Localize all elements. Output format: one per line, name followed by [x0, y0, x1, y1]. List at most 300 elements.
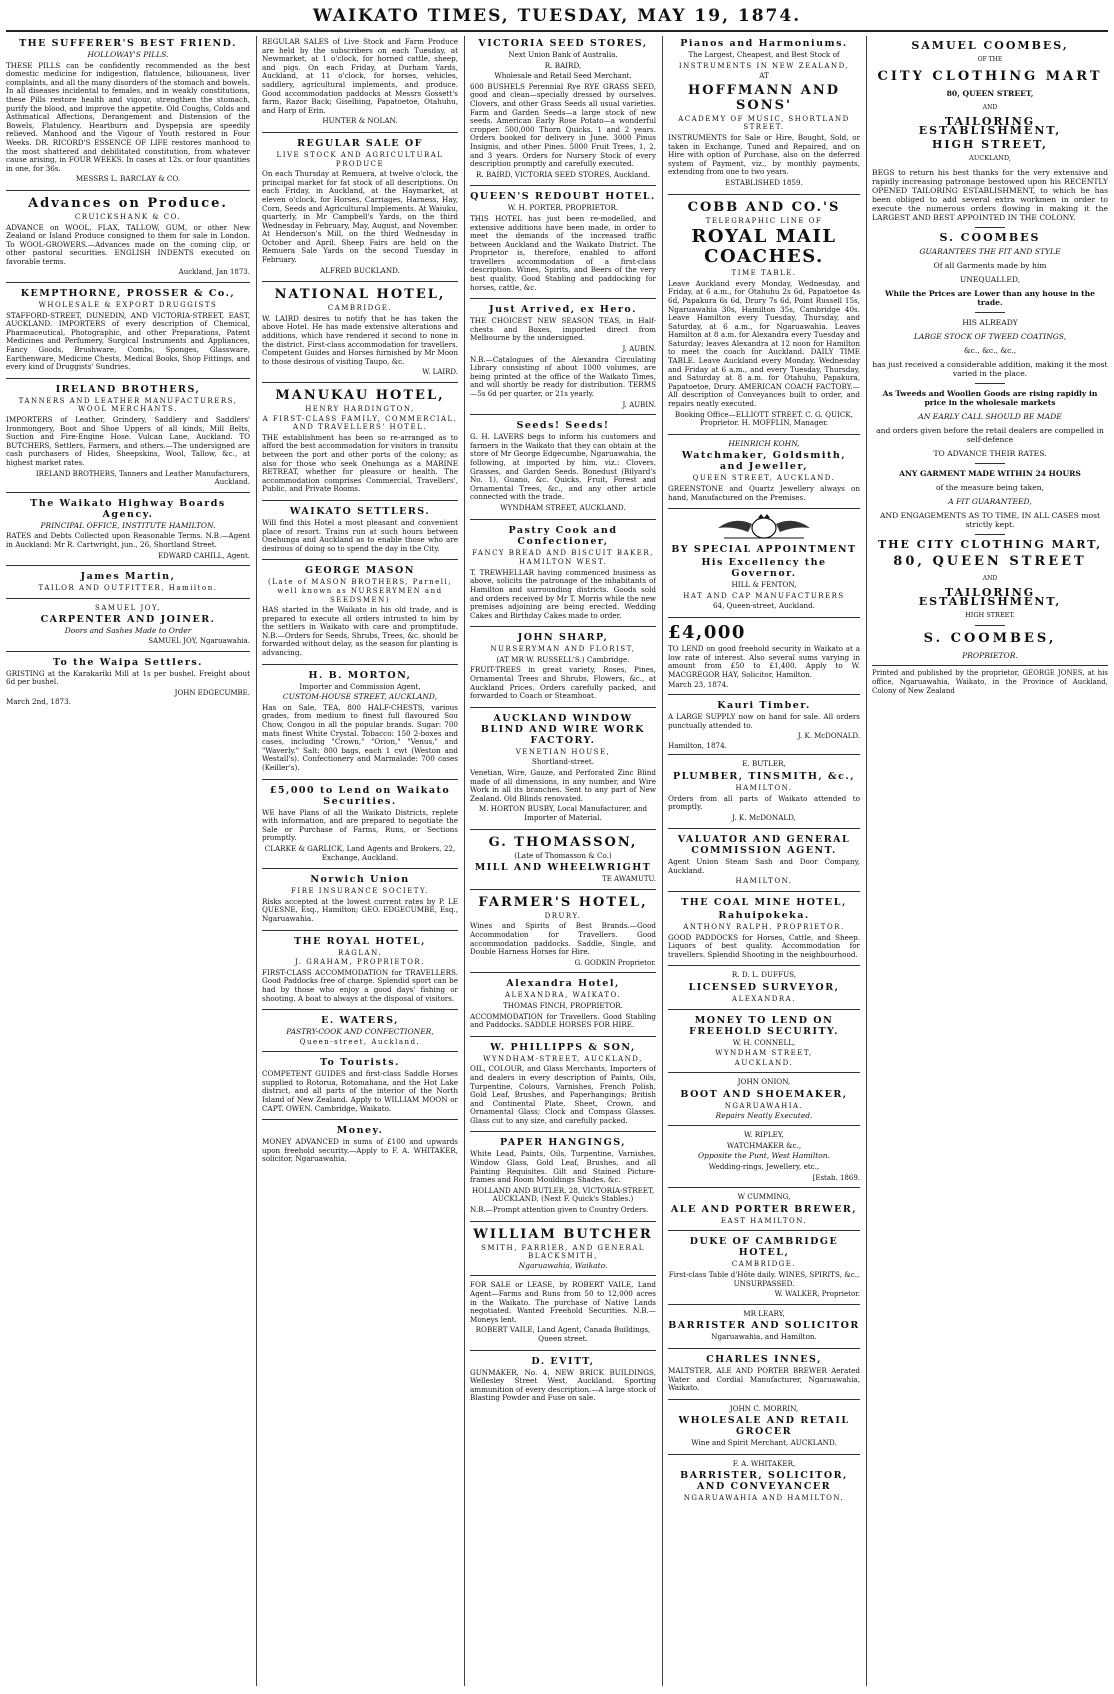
ad-body: AUCKLAND. [734, 1058, 794, 1067]
ad-body: GUNMAKER, No. 4, NEW BRICK BUILDINGS, Wellesley Street West, Auckland. Sporting ammunition of every description.—A large stock of Blasting Powder and Fuse on sale. [470, 1367, 656, 1403]
ad-subtitle: FIRE INSURANCE SOCIETY. [291, 887, 429, 896]
ad-caption: Opposite the Punt, West Hamilton. [698, 1151, 830, 1161]
coombes-has-just: has just received a considerable addition, making it the most varied in the place. [872, 360, 1108, 378]
ad-signature: HILL & FENTON, [731, 580, 797, 590]
ad-title: To Tourists. [320, 1057, 400, 1069]
ad-subtitle: (Late of MASON BROTHERS, Parnell, well known as NURSERYMEN and SEEDSMEN) [268, 578, 452, 604]
ad-date: Auckland, Jan 1873. [178, 268, 250, 277]
ad-subtitle: CAMBRIDGE. [731, 1260, 797, 1269]
ad-subtitle: TANNERS AND LEATHER MANUFACTURERS, WOOL MERCHANTS. [18, 396, 238, 414]
evitt-ad [470, 1356, 656, 1409]
ad-title: H. B. MORTON, [308, 669, 412, 681]
column-1 [6, 36, 250, 1686]
national-hotel-ad [262, 287, 458, 383]
ad-body: ACCOMMODATION for Travellers. Good Stabling and Paddocks. SADDLE HORSES FOR HIRE. [470, 1011, 656, 1030]
ad-signature: W. H. CONNELL, [732, 1037, 796, 1047]
coombes-queen-street: 80, QUEEN STREET [893, 554, 1087, 569]
ad-body: A LARGE SUPPLY now on hand for sale. All orders punctually attended to. [668, 711, 860, 730]
ad-subtitle: PASTRY-COOK AND CONFECTIONER, [286, 1027, 434, 1037]
ad-signature-2: J. AUBIN. [622, 400, 656, 409]
ad-caption: HAT AND CAP MANUFACTURERS [683, 591, 845, 600]
ad-title: PAPER HANGINGS, [499, 1137, 627, 1149]
ad-body: Risks accepted at the lowest current rates by P. LE QUESNE, Esq., Hamilton; GEO. EDGECUMBE, Esq., Ngaruawahia. [262, 896, 458, 923]
coombes-auckland: AUCKLAND, [969, 154, 1011, 162]
ad-title: D. EVITT, [531, 1355, 595, 1367]
ad-subtitle: BARRISTER, SOLICITOR, AND CONVEYANCER [680, 1470, 848, 1493]
tourists-ad [262, 1057, 458, 1120]
ad-body: ADVANCE on WOOL, FLAX, TALLOW, GUM, or other New Zealand or Island Produce consigned to them for sale in London. To WOOL-GROWERS.—Advances made on the coming clip, or other pastoral securities. ENGLISH INDENTS executed on favorable terms. [6, 222, 250, 266]
ad-subtitle: BOOT AND SHOEMAKER, [680, 1089, 848, 1100]
ad-caption: Wine and Spirit Merchant, AUCKLAND. [691, 1438, 837, 1448]
ad-title: QUEEN'S REDOUBT HOTEL. [470, 191, 656, 203]
coombes-high-street: HIGH STREET, [931, 138, 1048, 151]
coombes-tailoring-2: TAILORING ESTABLISHMENT, [918, 586, 1062, 608]
ad-body: STAFFORD-STREET, DUNEDIN, AND VICTORIA-STREET, EAST, AUCKLAND. IMPORTERS of every description of Chemical, Pharmaceutical, Photographic, and other Preparations, Patent Medicines and Perfumery, Surgical Instruments and Appliances, Fancy Goods, Brushware, Combs, Sponges, Glassware, Earthenware, Medicine Chests, Medical Books, Shop Fittings, and every kind of Druggists' Sundries. [6, 310, 250, 372]
ad-subtitle: WHOLESALE AND RETAIL GROCER [678, 1415, 850, 1438]
ad-body: GOOD PADDOCKS for Horses, Cattle, and Sheep. Liquors of best quality. Accommodation for travellers. Splendid Shooting in the neighbourhood. [668, 932, 860, 959]
ad-caption: A FIRST-CLASS FAMILY, COMMERCIAL, AND TRAVELLERS' HOTEL. [262, 414, 458, 432]
ad-subtitle: Watchmaker, Goldsmith, and Jeweller, [681, 450, 847, 473]
ad-title: VALUATOR AND GENERAL COMMISSION AGENT. [677, 834, 851, 857]
ad-body: 64, Queen-street, Auckland. [712, 601, 816, 611]
ad-body: T. TREWHELLAR having commenced business as above, solicits the patronage of the inhabitants of Hamilton and surrounding districts. Goods sold and orders received by Mr T. Morris while the new premises adjoining are being erected. Wedding Cakes and Birthday Cakes made to order. [470, 567, 656, 620]
seeds-ad [470, 420, 656, 519]
ad-big: ROYAL MAIL COACHES. [691, 226, 837, 268]
ad-signature: ESTABLISHED 1859. [725, 177, 803, 187]
ad-caption: MILL AND WHEELWRIGHT [474, 862, 652, 874]
ad-subtitle: FANCY BREAD AND BISCUIT BAKER, [472, 548, 654, 557]
coombes-guarantees: GUARANTEES THE FIT AND STYLE [919, 247, 1061, 256]
column-3 [470, 36, 656, 1686]
ad-body: Doors and Sashes Made to Order [64, 626, 192, 636]
victoria-seed-ad [470, 38, 656, 186]
ad-body: COMPETENT GUIDES and first-class Saddle Horses supplied to Rotorua, Rotomahana, and the Hot Lake district, and all parts of the interior of the North Island of New Zealand. Apply to WILLIAM MOON or CAPT. OWEN. Cambridge, Waikato. [262, 1069, 458, 1113]
ad-body: MONEY ADVANCED in sums of £100 and upwards upon freehold security.—Apply to F. A. WHITAKER, solicitor, Ngaruawahia. [262, 1137, 458, 1164]
ad-body: Will find this Hotel a most pleasant and convenient place of resort. Trains run at such hours between Onehunga and Auckland as to enable those who are desirous of doing so to spend the day in the City. [262, 517, 458, 553]
ad-body: GRISTING at the Karakariki Mill at 1s per bushel. Freight about 6d per bushel. [6, 668, 250, 687]
ad-signature: HUNTER & NOLAN. [322, 116, 398, 126]
ad-body-2: INSTRUMENTS for Sale or Hire, Bought, Sold, or taken in Exchange, Tuned and Repaired, and on Hire with option of Purchase, also on the deferred system of Payment, viz., by monthly payments, extending from one to two years. [668, 132, 860, 177]
column-rule [662, 36, 663, 1686]
pastry-cook-ad [470, 525, 656, 628]
ad-signature: TE AWAMUTU. [602, 875, 656, 884]
ad-address: ACADEMY OF MUSIC, SHORTLAND STREET. [678, 114, 850, 132]
ad-body: Orders from all parts of Waikato attended to promptly. [668, 793, 860, 812]
ad-subtitle: TELEGRAPHIC LINE OF [705, 216, 823, 225]
window-blind-ad [470, 713, 656, 830]
cobb-coaches-ad [668, 200, 860, 435]
royal-appointment-ad [668, 514, 860, 618]
cruickshank-ad [6, 196, 250, 283]
james-martin-ad [6, 571, 250, 599]
ad-subtitle: Rahuipokeka. [718, 910, 810, 922]
ad-caption: CUSTOM-HOUSE STREET, AUCKLAND, [282, 692, 438, 702]
ad-title: MONEY TO LEND ON FREEHOLD SECURITY. [689, 1014, 839, 1037]
ad-body: Leave Auckland every Monday, Wednesday, and Friday, at 6 a.m., for Otahuhu 2s 6d, Papatoetoe 4s 6d, Papakura 6s 6d, Drury 7s 6d, Point Russell 15s, Ngaruawahia 30s, Hamilton 35s, Cambridge 40s. Leave Hamilton every Tuesday, Thursday, and Saturday, at 6 a.m., for Ngaruawahia. Leaves Hamilton at 8 a.m. for Alexandra every Tuesday and Saturday; leaves Alexandra at 12 noon for Hamilton to meet the coach for Auckland. DAILY TIME TABLE. Leave Auckland every Monday, Wednesday and Friday at 6 a.m., and every Tuesday, Thursday, and Saturday at 8 a.m. for Otahuhu, Papakura, Papatoetoe, Drury. AMERICAN COACH FACTORY.—All description of Conveyances built to order, and repairs neatly executed. [668, 278, 860, 409]
ad-title: MR LEARY, [743, 1308, 785, 1318]
ad-caption: TIME TABLE. [731, 269, 797, 278]
waipa-settlers-ad [6, 657, 250, 711]
highway-boards-ad [6, 498, 250, 566]
divider [975, 625, 1005, 626]
kauri-timber-ad [668, 700, 860, 755]
samuel-joy-ad [6, 604, 250, 652]
ad-subtitle: CRUICKSHANK & CO. [74, 212, 182, 221]
column-rule [256, 36, 257, 1686]
ad-caption: THOMAS FINCH, PROPRIETOR. [502, 1000, 624, 1010]
royal-hotel-ad [262, 936, 458, 1011]
masthead-rule [6, 30, 1108, 32]
ad-title: Just Arrived, ex Hero. [489, 304, 637, 316]
ad-caption: EAST HAMILTON. [720, 1216, 808, 1225]
ad-caption: ALEXANDRA. [732, 995, 796, 1004]
ad-signature: WYNDHAM STREET, AUCKLAND. [500, 502, 626, 512]
john-onion-ad [668, 1078, 860, 1126]
ad-title: BY SPECIAL APPOINTMENT [671, 544, 857, 556]
ad-body: Wines and Spirits of Best Brands.—Good Accommodation for Travellers. Good accommodation paddocks. Saddle, Single, and Double Harness Horses for Hire. [470, 921, 656, 957]
ad-subtitle: TAILOR AND OUTFITTER, Hamilton. [38, 584, 218, 593]
ad-title: REGULAR SALE OF [297, 137, 423, 149]
ad-body: FRUIT-TREES in great variety, Roses, Pines, Ornamental Trees and Shrubs, Flowers, &c., at Auckland Prices. Orders carefully packed, and forwarded to Coach or Steamboat. [470, 665, 656, 701]
ad-subtitle: WHOLESALE & EXPORT DRUGGISTS [38, 301, 218, 310]
column-5-coombes-ad [872, 36, 1108, 1686]
ad-caption: ANTHONY RALPH, PROPRIETOR. [683, 923, 845, 932]
ad-subtitle: PRINCIPAL OFFICE, INSTITUTE HAMILTON. [40, 520, 216, 530]
ad-title: To the Waipa Settlers. [53, 656, 203, 668]
ad-title: NATIONAL HOTEL, [274, 287, 446, 303]
ad-subtitle: (Late of Thomasson & Co.) [514, 850, 612, 860]
ad-subtitle: WYNDHAM-STREET, AUCKLAND, [483, 1054, 643, 1063]
ad-signature: EDWARD CAHILL, Agent. [158, 551, 250, 560]
ad-subtitle: PLUMBER, TINSMITH, &c., [672, 770, 856, 782]
ad-body: Has on Sale, TEA, 800 HALF-CHESTS, various grades, from medium to finest full flavoured Sou Chow, Congou in all the popular brands. Sugar: 700 mats finest White Crystal. Tobacco: 150 2-boxes and cases, including "Crown," "Orion," "Venus," and "Waverly." Salt: 800 bags, each 1 cwt (Weston and Westall's). Confectionery and Marmalade: 700 cases (Keiller's). [262, 702, 458, 772]
morton-ad [262, 670, 458, 780]
ad-body: MALTSTER, ALE AND PORTER BREWER Aerated Water and Cordial Manufacturer, Ngaruawahia, Waikato. [668, 1365, 860, 1393]
waikato-settlers-ad [262, 506, 458, 560]
ad-subtitle: SMITH, FARRIER, AND GENERAL BLACKSMITH, [481, 1243, 645, 1261]
ad-body: G. H. LAVERS begs to inform his customers and farmers in the Waikato that they can obtain at the store of Mr George Edgecumbe, Ngaruawahia, the following, at imported by him, viz.: Clovers, Grasses, and Garden Seeds. Bonedust (Bilyard's No. 1), Guano, &c. Quicks, Fruit, Forest and Ornamental Trees, &c., and any other article connected with the trade. [470, 432, 656, 502]
ad-title: SAMUEL JOY, [95, 603, 161, 612]
coombes-of-the: OF THE [977, 56, 1003, 63]
coombes-large-stock: LARGE STOCK OF TWEED COATINGS, [913, 332, 1067, 341]
ad-body: On each Thursday at Remuera, at twelve o'clock, the principal market for fat stock of all descriptions. On each Friday, in Auckland, at the Haymarket, at eleven o'clock, for Horses, Carriages, Harness, Hay, Corn, Seeds and Agricultural Implements. At Waiuku, quarterly, in Mr Campbell's Yards, on the third Wednesday in February, May, August, and November. At Henderson's Mill, on the third Wednesday in October and April. Sheep Fairs are held on the Remuera Sale Yards on the second Tuesday in February. [262, 169, 458, 265]
ad-title: DUKE OF CAMBRIDGE HOTEL, [689, 1236, 839, 1259]
ad-subtitle: VENETIAN HOUSE, [515, 747, 611, 756]
ad-body: THESE PILLS can be confidently recommended as the best domestic medicine for indigestion, flatulence, biliousness, liver complaints, and all the many disorders of the stomach and bowels. In all diseases incidental to females, and in weakly constitutions, these Pills restore health and vigour, strengthen the stomach, purify the blood, and improve the appetite. Old Coughs, Colds and Asthmatical Affections, Derangement and Distension of the Bowels, Flatulency, Heartburn and Dyspepsia are speedily relieved. Manhood and the Vigour of Youth restored in Four Weeks. DR. RICORD'S ESSENCE OF LIFE restores manhood to the most shattered and debilitated constitution, from whatever cause arising, in FOUR WEEKS. In cases at 12s. or four quantities in one, for 36s. [6, 60, 250, 173]
duffus-surveyor-ad [668, 971, 860, 1009]
ad-title: James Martin, [80, 571, 176, 583]
column-4 [668, 36, 860, 1686]
whitaker-ad [668, 1460, 860, 1508]
ad-caption: Shortland-street. [531, 757, 595, 767]
thomasson-ad [470, 835, 656, 890]
coombes-name: SAMUEL COOMBES, [911, 39, 1069, 52]
coombes-engagements: AND ENGAGEMENTS AS TO TIME, IN ALL CASES most strictly kept. [879, 511, 1101, 529]
ad-title: VICTORIA SEED STORES, [478, 38, 648, 49]
ad-signature: HOLLAND AND BUTLER, 28, VICTORIA-STREET, AUCKLAND, (Next F. Quick's Stables.) [471, 1185, 655, 1204]
ad-subtitle: HOLLOWAY'S PILLS. [87, 50, 169, 59]
ripley-watchmaker-ad [668, 1131, 860, 1188]
coombes-fit: A FIT GUARANTEED, [948, 497, 1032, 506]
ad-subtitle: LIVE STOCK AND AGRICULTURAL PRODUCE [276, 150, 444, 168]
ad-signature: MESSRS L. BARCLAY & CO. [75, 174, 181, 184]
ad-date: March 2nd, 1873. [6, 697, 71, 707]
ad-body: THIS HOTEL has just been re-modelled, and extensive additions have been made, in order to meet the demands of the increased traffic between Auckland and the Waikato District. The Proprietor is, therefore, enabled to afford travellers accommodation of a first-class description. Wines, Spirits, and Beers of the very best quality. Good Stabling and paddocking for horses, cattle, &c. [470, 213, 656, 292]
coombes-as-tweeds: As Tweeds and Woollen Goods are rising rapidly in price in the wholesale markets [882, 389, 1098, 407]
ad-caption: NGARUAWAHIA AND HAMILTON. [683, 1494, 845, 1503]
divider [975, 312, 1005, 313]
ad-signature: R. BAIRD, [544, 60, 582, 70]
coombes-and: AND [982, 104, 998, 111]
paper-hangings-ad [470, 1137, 656, 1221]
ireland-brothers-ad [6, 384, 250, 493]
ad-signature: W. LAIRD. [422, 368, 458, 377]
ad-subtitle: CARPENTER AND JOINER. [40, 614, 216, 626]
ad-subtitle: Importer and Commission Agent, [299, 681, 421, 691]
ad-title: WILLIAM BUTCHER [473, 1226, 653, 1242]
george-mason-ad [262, 565, 458, 664]
coombes-of-all: Of all Garments made by him [933, 261, 1047, 270]
ad-signature: J. K. McDONALD. [797, 732, 860, 741]
coombes-of-measure: of the measure being taken, [935, 483, 1045, 492]
ad-title: COBB AND CO.'S [687, 199, 841, 215]
ad-title: HEINRICH KOHN, [728, 438, 800, 448]
ad-title: JOHN ONION, [737, 1077, 791, 1087]
ad-body: First-class Table d'Hôte daily. WINES, SPIRITS, &c., UNSURPASSED. [668, 1269, 860, 1288]
queens-redoubt-ad [470, 191, 656, 299]
coombes-while: While the Prices are Lower than any house in the trade. [885, 289, 1095, 307]
ad-title: Alexandra Hotel, [506, 978, 620, 990]
duke-of-cambridge-ad [668, 1236, 860, 1304]
ad-subtitle: LICENSED SURVEYOR, [688, 982, 840, 994]
norwich-union-ad [262, 874, 458, 930]
masthead: WAIKATO TIMES, TUESDAY, MAY 19, 1874. [312, 6, 802, 26]
coombes-and-2: AND [982, 575, 998, 582]
royal-crest-icon [704, 514, 824, 540]
coombes-s-coombes: S. COOMBES [939, 231, 1041, 244]
ad-signature: ROBERT VAILE, Land Agent, Canada Buildings, Queen street. [475, 1325, 651, 1343]
coombes-city-mart-2: THE CITY CLOTHING MART, [877, 538, 1103, 551]
ad-signature: M. HORTON BUSBY, Local Manufacturer, and Importer of Material. [478, 804, 648, 822]
ad-body: WE have Plans of all the Waikato Districts, replete with information, and are prepared to negotiate the Sale or Purchase of Farms, Runs, or Sections promptly. [262, 807, 458, 843]
ad-body: 600 BUSHELS Perennial Rye RYE GRASS SEED, good and clean—specially dressed by ourselves. Clovers, and other Grass Seeds all usual varieties. Farm and Garden Seeds—a large stock of new seeds. American Early Rose Potato—a wonderful cropper. 500,000 Thorn Quicks, 1 and 2 years. Orders booked for delivery in June. 3000 Pinus Insignis, and other Pines. 5000 Fruit Trees, 1, 2, and 3 years. Orders for Nursery Stock of every description promptly and carefully executed. [470, 81, 656, 169]
ad-title: THE SUFFERER'S BEST FRIEND. [19, 38, 237, 49]
ad-body: THE CHOICEST NEW SEASON TEAS, in Half-chests and Boxes, imported direct from Melbourne by the undersigned. [470, 316, 656, 343]
ad-body: THE establishment has been so re-arranged as to afford the best accommodation for visitors in transitu between the port and other ports of the colony; as also for those who seek Onehunga as a MARINE RETREAT, whether for pleasure or health. The accommodation comprises Commercial, Travellers', Public, and Private Rooms. [262, 432, 458, 494]
ad-title: G. THOMASSON, [488, 834, 638, 850]
coombes-early-call: AN EARLY CALL SHOULD BE MADE [918, 412, 1062, 421]
hunter-nolan-ad [262, 38, 458, 133]
ad-body: IMPORTERS of Leather, Grindery, Saddlery and Saddlers' Ironmongery, Boot and Shoe Uppers of all kinds, Mill Belts, Suction and Fire-Engine Hose. Vulcan Lane, Auckland. TO BUTCHERS, Settlers, Farmers, and others.—The undersigned are cash purchasers of Hides, Sheepskins, Wool, Tallow, &c., at highest market rates. [6, 415, 250, 467]
ad-title: Kauri Timber. [717, 699, 811, 711]
ad-signature: J. K. McDONALD, [732, 812, 796, 822]
ad-subtitle: RAGLAN. [337, 948, 383, 957]
ad-body: RATES and Debts Collected upon Reasonable Terms. N.B.—Agent in Auckland: Mr R. Cartwright, jun., 26, Shortland Street. [6, 531, 250, 549]
ad-body: REGULAR SALES of Live Stock and Farm Produce are held by the subscribers on each Tuesday, at Newmarket, at 1 o'clock, for horned cattle, sheep, and pigs. On each Friday, at Durham Yards, Auckland, at 11 o'clock, for horses, vehicles, saddlery, agricultural implements, and produce. Good accommodation paddocks at Messrs Gossett's farm, Razor Back; Giselbing, Papatoetoe, Otahuhu, and Harp of Erin. [262, 37, 458, 115]
robert-vaile-ad [470, 1281, 656, 1350]
printers-imprint: Printed and published by the proprietor, GEORGE JONES, at his office, Ngaruawahia, Waikato, in the Province of Auckland, Colony of New Zealand [872, 665, 1108, 696]
ad-caption: Wholesale and Retail Seed Merchant. [494, 71, 632, 81]
ad-caption: QUEEN STREET, AUCKLAND. [692, 474, 836, 483]
coombes-high-street-2: HIGH STREET. [965, 611, 1015, 619]
ad-title: GEORGE MASON [305, 565, 415, 577]
ad-signature: W. WALKER, Proprietor. [774, 1290, 860, 1299]
alexandra-hotel-ad [470, 978, 656, 1036]
ad-body: TO LEND on good freehold security in Waikato at a low rate of interest. Also several sums varying in amount from £50 to £1,400. Apply to W. MACGREGOR HAY, Solicitor, Hamilton. [668, 643, 860, 679]
ad-body: Venetian, Wire, Gauze, and Perforated Zinc Blind made of all dimensions, in any number, and Wire Work in all its branches. Sent to any part of New Zealand. Old Blinds renovated. [470, 768, 656, 803]
coombes-his-already: HIS ALREADY [962, 318, 1018, 327]
column-rule [464, 36, 465, 1686]
ad-signature: ALFRED BUCKLAND. [320, 265, 400, 275]
ad-caption: HAMILTON. [735, 783, 793, 792]
ad-title: W. PHILLIPPS & SON, [490, 1041, 636, 1053]
ad-body: W. LAIRD desires to notify that he has taken the above Hotel. He has made extensive alterations and additions, which have rendered it second to none in the district. First-class accommodation for travellers. Competent Guides and Horses furnished by Mr Moon to those desirous of visiting Taupo, &c. [262, 313, 458, 366]
william-butcher-ad [470, 1227, 656, 1277]
ad-subtitle: CAMBRIDGE. [327, 304, 393, 313]
ad-firm: HOFFMANN AND SONS' [687, 82, 841, 113]
coombes-tailoring: TAILORING ESTABLISHMENT, [918, 115, 1062, 137]
butler-plumber-ad [668, 760, 860, 829]
ad-title: Norwich Union [310, 874, 410, 886]
ad-title: Pastry Cook and Confectioner, [508, 524, 618, 547]
ad-date: [Estab. 1869. [812, 1173, 860, 1182]
heinrich-kohn-ad [668, 440, 860, 509]
ad-subtitle: NURSERYMAN AND FLORIST, [490, 645, 636, 654]
hoffmann-pianos-ad [668, 38, 860, 195]
john-morrin-ad [668, 1405, 860, 1455]
ad-subtitle: HENRY HARDINGTON, [305, 405, 415, 413]
ad-caption: INSTRUMENTS IN NEW ZEALAND, [678, 61, 850, 70]
column-rule [866, 36, 867, 1686]
holloway-pills-ad [6, 38, 250, 191]
divider [975, 534, 1005, 535]
connell-money-ad [668, 1015, 860, 1074]
ad-caption: J. GRAHAM, PROPRIETOR. [295, 958, 425, 967]
valuator-ad [668, 834, 860, 892]
money-ad [262, 1125, 458, 1170]
ad-title: The Waikato Highway Boards Agency. [30, 497, 226, 520]
ad-body: FOR SALE or LEASE, by ROBERT VAILE, Land Agent—Farms and Runs from 50 to 12,000 acres in the Waikato. The purchase of Native Lands negotiated. Wanted Freehold Securities. N.B.—Moneys lent. [470, 1280, 656, 1324]
coombes-and-orders: and orders given before the retail dealers are compelled in self-defence [876, 426, 1104, 444]
ad-title: £5,000 to Lend on Waikato Securities. [269, 784, 451, 807]
divider [975, 227, 1005, 228]
kempthorne-ad [6, 288, 250, 379]
ad-body-2: N.B.—Prompt attention given to Country Orders. [470, 1205, 649, 1215]
ad-caption: Ngaruawahia, Waikato. [518, 1260, 608, 1270]
ad-title: W CUMMING, [737, 1192, 791, 1202]
coombes-begs: BEGS to return his best thanks for the very extensive and rapidly increasing patronage bestowed upon his RECENTLY OPENED TAILORING ESTABLISHMENT, to which he has been obliged to add several extra workmen in order to execute the numerous orders flowing in making it the LARGEST AND BEST APPOINTED IN THE COLONY. [872, 168, 1108, 222]
ad-subtitle: BARRISTER AND SOLICITOR [668, 1320, 860, 1332]
ad-body: HAS started in the Waikato in his old trade, and is prepared to execute all orders intrusted to him by the settlers in Waikato with care and promptitude. N.B.—Orders for Seeds, Shrubs, Trees, &c. should be forwarded without delay, as the season for planting is advancing. [262, 605, 458, 658]
ad-body: OIL, COLOUR, and Glass Merchants, Importers of and dealers in every description of Paints, Oils, Turpentine, Colours, Varnishes, French Polish, Gold Leaf, Brushes, and Paperhangings; British and Continental Plate, Sheet, Crown, and Ornamental Glass; Clock and Compass Glasses. Glass cut to any size, and carefully packed. [470, 1064, 656, 1125]
ad-title: E. BUTLER, [742, 759, 786, 769]
ad-body-2: N.B.—Catalogues of the Alexandra Circulating Library consisting of about 1000 volumes, are being printed at the office of the Waikato Times, and will shortly be ready for distribution. TERMS—5s 6d per quarter, or 21s yearly. [470, 354, 656, 398]
coombes-address: 80, QUEEN STREET, [946, 89, 1034, 98]
charles-innes-ad [668, 1354, 860, 1400]
ad-date: March 23, 1874. [668, 680, 729, 690]
coombes-s-coombes-2: S. COOMBES, [923, 631, 1057, 646]
ad-body: Repairs Neatly Executed. [715, 1110, 813, 1120]
coombes-advance: TO ADVANCE THEIR RATES. [933, 449, 1047, 458]
ad-caption: (AT MR W. RUSSELL'S.) Cambridge. [496, 654, 630, 664]
lend-4000-ad [668, 623, 860, 695]
column-2 [262, 36, 458, 1686]
lend-securities-ad [262, 785, 458, 870]
ad-title: WAIKATO SETTLERS. [289, 505, 431, 517]
ad-title: KEMPTHORNE, PROSSER & Co., [20, 288, 236, 300]
ad-caption: Ngaruawahia, and Hamilton. [711, 1332, 817, 1342]
ad-signature: CLARKE & GARLICK, Land Agents and Brokers, 22, Exchange, Auckland. [264, 843, 456, 862]
mr-leary-ad [668, 1310, 860, 1349]
coombes-city-mart: CITY CLOTHING MART [877, 69, 1103, 84]
ad-title: E. WATERS, [321, 1015, 399, 1027]
new-season-teas-ad [470, 304, 656, 415]
ad-title: R. D. L. DUFFUS, [731, 970, 797, 980]
ad-title: THE ROYAL HOTEL, [294, 935, 426, 947]
coombes-unequalled: UNEQUALLED, [959, 275, 1021, 284]
ad-caption: Queen-street, Auckland. [299, 1037, 421, 1046]
manukau-hotel-ad [262, 388, 458, 501]
coombes-etc: &c., &c., &c., [963, 346, 1017, 355]
ad-title: £4,000 [668, 621, 746, 643]
ad-signature: Booking Office—ELLIOTT STREET. C. G. QUICK, Proprietor. H. MOFFLIN, Manager. [674, 409, 854, 428]
ad-subtitle: ALEXANDRA, WAIKATO. [504, 991, 622, 1000]
waters-ad [262, 1015, 458, 1052]
ad-title: Advances on Produce. [28, 195, 228, 211]
ad-signature: J. AUBIN. [622, 345, 656, 354]
ad-caption: WYNDHAM STREET, [715, 1049, 813, 1058]
ad-body: The Largest, Cheapest, and Best Stock of [688, 50, 840, 59]
divider [975, 463, 1005, 464]
ad-title: AUCKLAND WINDOW BLIND AND WIRE WORK FACTORY. [480, 712, 646, 746]
ad-date: Hamilton, 1874. [668, 740, 727, 750]
farmers-hotel-ad [470, 895, 656, 974]
ad-caption: NGARUAWAHIA. [724, 1102, 804, 1110]
ad-signature: IRELAND BROTHERS, Tanners and Leather Manufacturers, Auckland. [35, 469, 250, 487]
ad-signature-2: R. BAIRD, VICTORIA SEED STORES, Auckland. [476, 169, 650, 179]
ad-subtitle: DRURY. [544, 911, 582, 920]
coal-mine-hotel-ad [668, 897, 860, 966]
ad-caption: HAMILTON WEST. [519, 558, 607, 567]
divider [975, 383, 1005, 384]
regular-sale-ad [262, 138, 458, 282]
ad-subtitle: W. H. PORTER, PROPRIETOR. [507, 203, 619, 213]
ad-body: Agent Union Steam Sash and Door Company, Auckland. [668, 857, 860, 875]
ad-title: FARMER'S HOTEL, [478, 894, 648, 910]
coombes-proprietor: PROPRIETOR. [962, 651, 1018, 660]
ad-title: Money. [336, 1125, 384, 1137]
ad-body: White Lead, Paints, Oils, Turpentine, Varnishes, Window Glass, Gold Leaf, Brushes, and all Painting Requisites. Gilt and Stained Picture-frames and Room Mouldings Shades, &c. [470, 1149, 656, 1185]
ad-subtitle: Next Union Bank of Australia. [508, 50, 618, 59]
ad-title: Seeds! Seeds! [516, 420, 610, 432]
ad-signature: JOHN EDGECUMBE. [174, 688, 250, 697]
phillipps-ad [470, 1042, 656, 1133]
ad-at: AT [759, 71, 769, 81]
ad-title: Pianos and Harmoniums. [680, 38, 848, 49]
ad-body: GREENSTONE and Quartz Jewellery always on hand, Manufactured on the Premises. [668, 484, 860, 502]
ad-subtitle: His Excellency the Governor. [701, 557, 827, 580]
ad-subtitle: WATCHMAKER &c., [726, 1140, 802, 1150]
ad-body: Wedding-rings, Jewellery, etc., [708, 1161, 820, 1171]
ad-subtitle: ALE AND PORTER BREWER, [670, 1203, 858, 1215]
cumming-brewer-ad [668, 1193, 860, 1231]
coombes-any-garment: ANY GARMENT MADE WITHIN 24 HOURS [899, 469, 1081, 478]
ad-body: FIRST-CLASS ACCOMMODATION for TRAVELLERS. Good Paddocks free of charge. Splendid sport can be had by those who enjoy a good days' fishing or shooting. A boat to always at the disposal of visitors. [262, 967, 458, 1003]
ad-title: F. A. WHITAKER, [732, 1458, 796, 1468]
ad-title: THE COAL MINE HOTEL, [681, 897, 847, 909]
ad-title: JOHN C. MORRIN, [729, 1403, 799, 1413]
ad-title: CHARLES INNES, [706, 1353, 822, 1365]
